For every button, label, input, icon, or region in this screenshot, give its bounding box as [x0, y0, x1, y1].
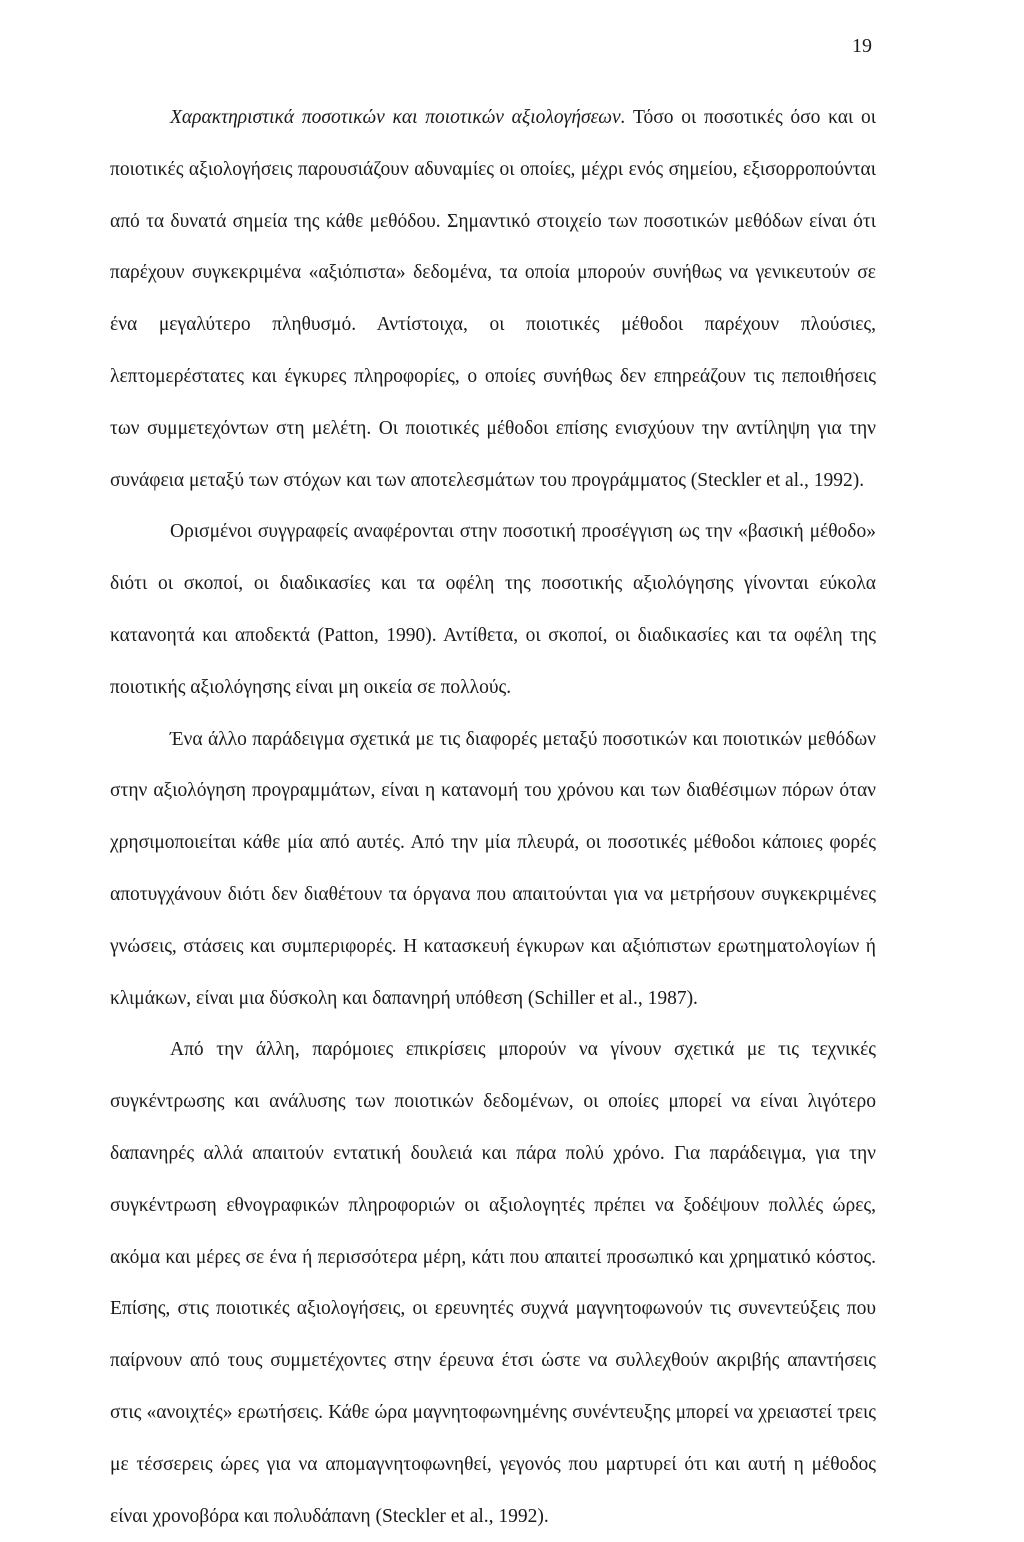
- page-number: 19: [852, 35, 872, 57]
- paragraph-1: [110, 92, 876, 506]
- document-body: [110, 92, 876, 1542]
- section-heading-inline: Χαρακτηριστικά ποσοτικών και ποιοτικών αξιολογήσεων.: [170, 107, 626, 128]
- paragraph-4: Από την άλλη, παρόμοιες επικρίσεις μπορούν να γίνουν σχετικά με τις τεχνικές συγκέντρωσης και ανάλυσης των ποιοτικών δεδομένων, οι οποίες μπορεί να είναι λιγότερο δαπανηρές αλλά απαιτούν εντατική δουλειά και πάρα πολύ χρόνο. Για παράδειγμα, για την συγκέντρωση εθνογραφικών πληροφοριών οι αξιολογητές πρέπει να ξοδέψουν πολλές ώρες, ακόμα και μέρες σε ένα ή περισσότερα μέρη, κάτι που απαιτεί προσωπικό και χρηματικό κόστος. Επίσης, στις ποιοτικές αξιολογήσεις, οι ερευνητές συχνά μαγνητοφωνούν τις συνεντεύξεις που παίρνουν από τους συμμετέχοντες στην έρευνα έτσι ώστε να συλλεχθούν ακριβής απαντήσεις στις «ανοιχτές» ερωτήσεις. Κάθε ώρα μαγνητοφωνημένης συνέντευξης μπορεί να χρειαστεί τρεις με τέσσερεις ώρες για να απομαγνητοφωνηθεί, γεγονός που μαρτυρεί ότι και αυτή η μέθοδος είναι χρονοβόρα και πολυδάπανη (Steckler et al., 1992).: [110, 1039, 876, 1527]
- paragraph-3: Ένα άλλο παράδειγμα σχετικά με τις διαφορές μεταξύ ποσοτικών και ποιοτικών μεθόδων στην αξιολόγηση προγραμμάτων, είναι η κατανομή του χρόνου και των διαθέσιμων πόρων όταν χρησιμοποιείται κάθε μία από αυτές. Από την μία πλευρά, οι ποσοτικές μέθοδοι κάποιες φορές αποτυγχάνουν διότι δεν διαθέτουν τα όργανα που απαιτούνται για να μετρήσουν συγκεκριμένες γνώσεις, στάσεις και συμπεριφορές. Η κατασκευή έγκυρων και αξιόπιστων ερωτηματολογίων ή κλιμάκων, είναι μια δύσκολη και δαπανηρή υπόθεση (Schiller et al., 1987).: [110, 728, 876, 1009]
- paragraph-1-text: Τόσο οι ποσοτικές όσο και οι ποιοτικές αξιολογήσεις παρουσιάζουν αδυναμίες οι οποίες, μέχρι ενός σημείου, εξισορροπούνται από τα δυνατά σημεία της κάθε μεθόδου. Σημαντικό στοιχείο των ποσοτικών μεθόδων είναι ότι παρέχουν συγκεκριμένα «αξιόπιστα» δεδομένα, τα οποία μπορούν συνήθως να γενικευτούν σε ένα μεγαλύτερο πληθυσμό. Αντίστοιχα, οι ποιοτικές μέθοδοι παρέχουν πλούσιες, λεπτομερέστατες και έγκυρες πληροφορίες, ο οποίες συνήθως δεν επηρεάζουν τις πεποιθήσεις των συμμετεχόντων στη μελέτη. Οι ποιοτικές μέθοδοι επίσης ενισχύουν την αντίληψη για την συνάφεια μεταξύ των στόχων και των αποτελεσμάτων του προγράμματος (Steckler et al., 1992).: [110, 107, 876, 491]
- paragraph-2: Ορισμένοι συγγραφείς αναφέρονται στην ποσοτική προσέγγιση ως την «βασική μέθοδο» διότι οι σκοποί, οι διαδικασίες και τα οφέλη της ποσοτικής αξιολόγησης γίνονται εύκολα κατανοητά και αποδεκτά (Patton, 1990). Αντίθετα, οι σκοποί, οι διαδικασίες και τα οφέλη της ποιοτικής αξιολόγησης είναι μη οικεία σε πολλούς.: [110, 521, 876, 698]
